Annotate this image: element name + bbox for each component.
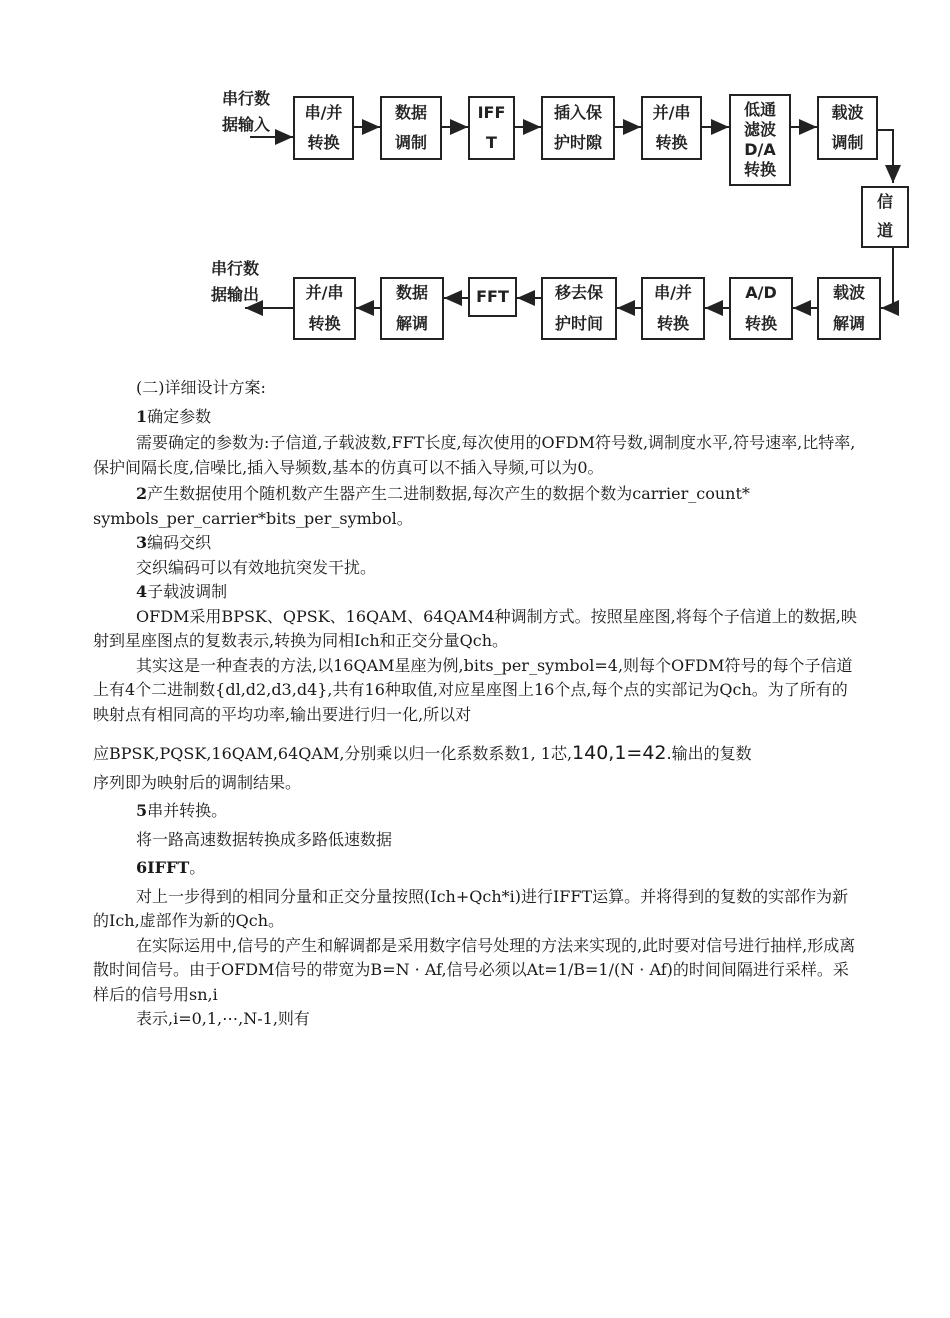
- rx-remove-guard-block: 移去保 护时间: [541, 277, 617, 340]
- design-text: [93, 376, 863, 1032]
- paragraph-sampling: 在实际运用中,信号的产生和解调都是采用数字信号处理的方法来实现的,此时要对信号进行抽样,形成离散时间信号。由于OFDM信号的带宽为B=N · Af,信号必须以At=1/B=1/(N · Af)的时间间隔进行采样。采样后的信号用sn,i: [93, 935, 856, 1004]
- ofdm-block-diagram: [0, 0, 950, 360]
- paragraph-modulation: OFDM采用BPSK、QPSK、16QAM、64QAM4种调制方式。按照星座图,将每个子信道上的数据,映射到星座图点的复数表示,转换为同相Ich和正交分量Qch。: [93, 606, 857, 650]
- rx-ad-block: A/D 转换: [729, 277, 793, 340]
- tx-lowpass-da-block: 低通 滤波 D/A 转换: [729, 94, 791, 186]
- paragraph-parameters: 需要确定的参数为:子信道,子载波数,FFT长度,每次使用的OFDM符号数,调制度水平,符号速率,比特率,保护间隔长度,信噪比,插入导频数,基本的仿真可以不插入导频,可以为0。: [93, 433, 856, 477]
- tx-insert-guard-block: 插入保 护时隙: [541, 96, 615, 160]
- paragraph-data-generation: 2产生数据使用个随机数产生器产生二进制数据,每次产生的数据个数为carrier_count* symbols_per_carrier*bits_per_symbol。: [93, 484, 750, 528]
- paragraph-lookup: 其实这是一种查表的方法,以16QAM星座为例,bits_per_symbol=4,则每个OFDM符号的每个子信道上有4个二进制数{dl,d2,d3,d4},共有16种取值,对应星座图上16个点,每个点的实部记为Qch。为了所有的映射点有相同高的平均功率,输出要进行归一化,所以对: [93, 655, 853, 724]
- serial-output-label: 串行数 据输出: [211, 259, 260, 304]
- step-1-heading: 1确定参数: [136, 406, 212, 426]
- rx-serial-parallel-block: 串/并 转换: [641, 277, 705, 340]
- section-title: (二)详细设计方案:: [136, 378, 266, 397]
- rx-data-demodulation-block: 数据 解调: [380, 277, 444, 340]
- tx-data-modulation-block: 数据 调制: [380, 96, 442, 160]
- paragraph-index: 表示,i=0,1,⋯,N-1,则有: [136, 1009, 310, 1028]
- paragraph-ifft: 对上一步得到的相同分量和正交分量按照(Ich+Qch*i)进行IFFT运算。并将得到的复数的实部作为新的Ich,虚部作为新的Qch。: [93, 886, 849, 930]
- tx-carrier-modulation-block: 载波 调制: [817, 96, 878, 160]
- step-5-heading: 5串并转换。: [136, 801, 228, 820]
- serial-input-label: 串行数 据输入: [222, 89, 271, 134]
- rx-parallel-serial-block: 并/串 转换: [293, 277, 356, 340]
- tx-parallel-serial-block: 并/串 转换: [641, 96, 702, 160]
- step-4-heading: 4子载波调制: [136, 582, 228, 601]
- rx-carrier-demodulation-block: 载波 解调: [817, 277, 881, 340]
- rx-fft-block: FFT: [468, 277, 517, 317]
- paragraph-serial-parallel: 将一路高速数据转换成多路低速数据: [136, 829, 393, 849]
- tx-ifft-block: IFF T: [468, 96, 515, 160]
- step-6-heading: 6IFFT。: [136, 858, 206, 877]
- channel-block: 信 道: [861, 186, 909, 248]
- tx-serial-parallel-block: 串/并 转换: [293, 96, 354, 160]
- step-3-heading: 3编码交织: [136, 533, 212, 552]
- paragraph-modulation-result: 序列即为映射后的调制结果。: [93, 772, 302, 792]
- paragraph-interleaving: 交织编码可以有效地抗突发干扰。: [136, 557, 377, 577]
- paragraph-normalization: 应BPSK,PQSK,16QAM,64QAM,分别乘以归一化系数系数1, 1芯,140,1=42.输出的复数: [93, 742, 752, 764]
